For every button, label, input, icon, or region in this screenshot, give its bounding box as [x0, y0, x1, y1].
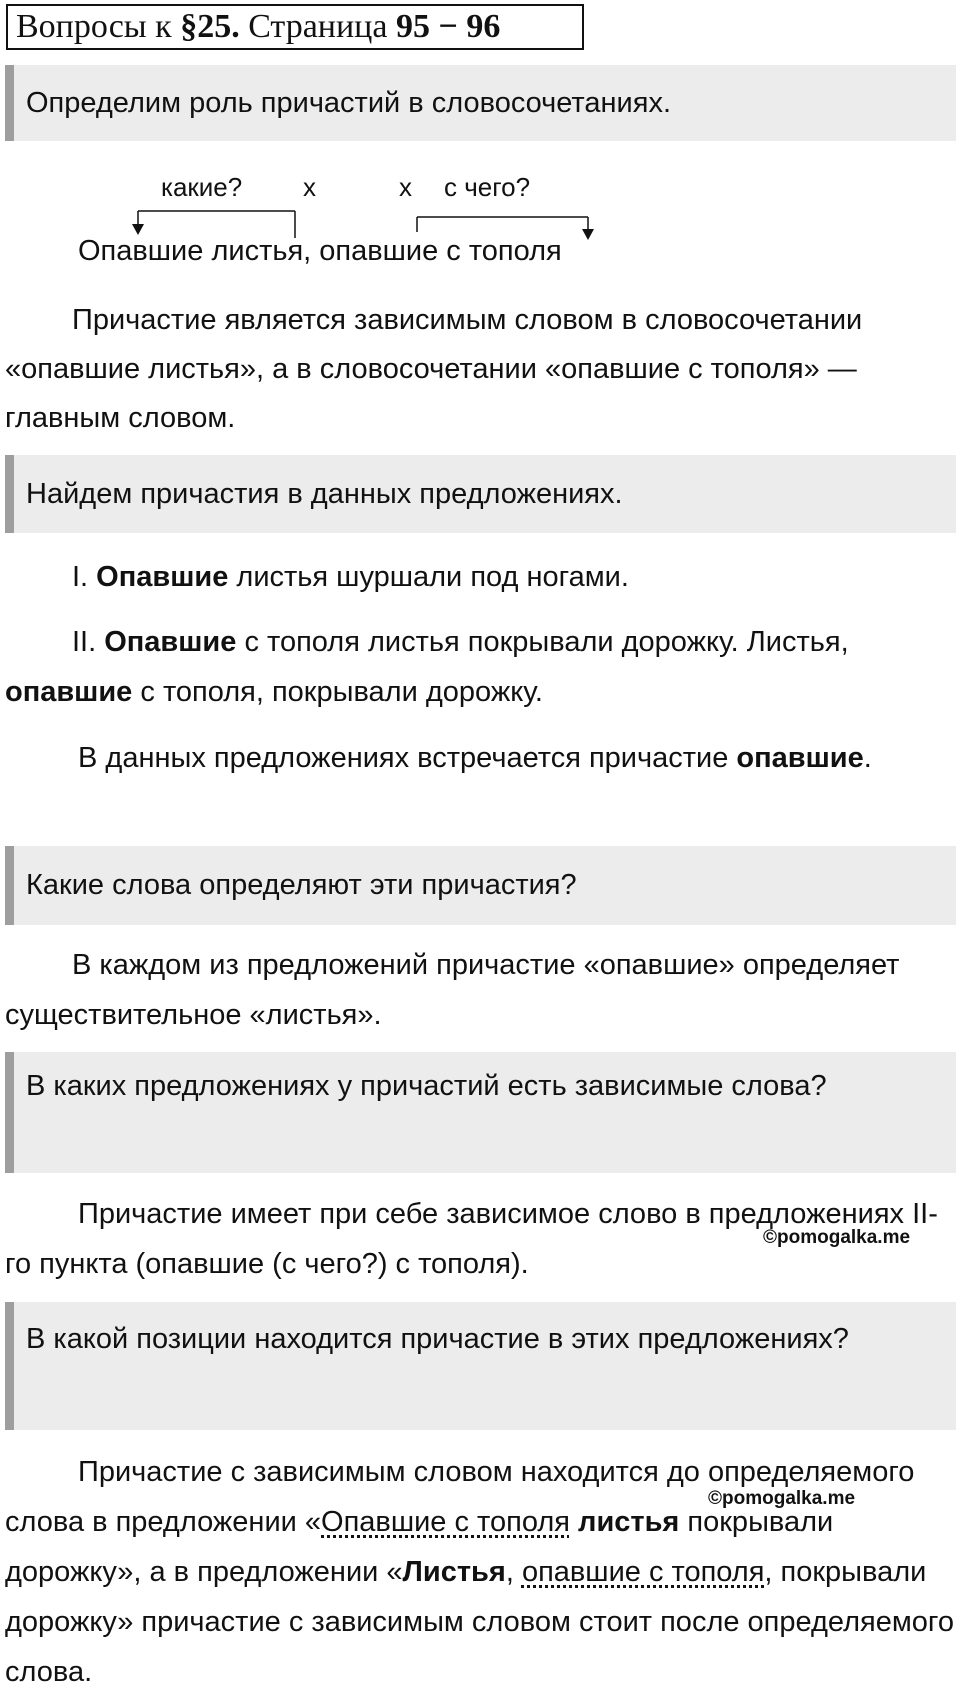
answer-4: Причастие имеет при себе зависимое слово в предложениях II-го пункта (опавшие (с чего?) с тополя).: [5, 1198, 938, 1280]
answer-5-bold-1: листья: [578, 1506, 680, 1538]
sentence-2-num: II.: [72, 626, 105, 658]
header-prefix: Вопросы к: [16, 8, 181, 45]
answer-2-participle: опавшие: [736, 742, 864, 774]
sentence-2-participle: Опавшие: [104, 626, 237, 658]
watermark-1: ©pomogalka.me: [763, 1227, 911, 1248]
question-3-text: Какие слова определяют эти причастия?: [26, 869, 577, 901]
answer-2: [5, 733, 955, 783]
watermark-2: ©pomogalka.me: [708, 1488, 856, 1509]
header-section: §25.: [180, 8, 240, 45]
question-5-text: В какой позиции находится причастие в этих предложениях?: [26, 1323, 849, 1355]
sentence-1-num: I.: [72, 561, 97, 593]
header-pages: 95 − 96: [395, 8, 501, 45]
sentence-2-rest: с тополя листья покрывали дорожку.: [236, 626, 739, 658]
diagram-arrows: [0, 0, 960, 260]
answer-5-part3: ,: [505, 1556, 522, 1588]
question-4-text: В каких предложениях у причастий есть зависимые слова?: [26, 1070, 827, 1102]
question-4: [5, 1052, 956, 1173]
answer-3: В каждом из предложений причастие «опавшие» определяет существительное «листья».: [5, 949, 900, 1031]
sentence-3-rest: с тополя, покрывали дорожку.: [132, 676, 543, 708]
question-1-text: Определим роль причастий в словосочетаниях.: [26, 87, 671, 119]
sentence-1-participle: Опавшие: [96, 561, 229, 593]
answer-5-part4: , покрывали дорожку» причастие с зависимым словом стоит после определяемого слова.: [5, 1556, 954, 1688]
answer-2-start: В данных предложениях встречается причастие: [78, 742, 737, 774]
answer-1: Причастие является зависимым словом в словосочетании «опавшие листья», а в словосочетании «опавшие с тополя» — главным словом.: [5, 304, 863, 434]
answer-5-part2: покрывали дорожку», а в предложении «: [5, 1506, 834, 1588]
answer-2-end: .: [863, 742, 872, 774]
question-3: [5, 846, 956, 925]
question-2-text: Найдем причастия в данных предложениях.: [26, 478, 623, 510]
question-5: [5, 1302, 956, 1430]
question-2: [5, 455, 956, 533]
diagram-label-left: какие?: [161, 172, 243, 202]
diagram-phrase: Опавшие листья, опавшие с тополя: [78, 235, 562, 267]
answer-5-part1: Причастие с зависимым словом находится до определяемого слова в предложении «: [5, 1456, 915, 1538]
header-page-label: Страница: [239, 8, 396, 45]
answer-5-underlined-1: Опавшие с тополя: [321, 1506, 570, 1538]
diagram-x-right: х: [399, 172, 412, 202]
sentence-3-participle: опавшие: [5, 676, 133, 708]
sentence-2: [5, 617, 955, 717]
sentence-1-rest: листья шуршали под ногами.: [228, 561, 629, 593]
sentence-1: [5, 552, 955, 602]
answer-5-bold-2: Листья: [402, 1556, 506, 1588]
answer-5: [5, 1447, 955, 1697]
diagram-x-left: х: [303, 172, 316, 202]
diagram-label-right: с чего?: [444, 172, 531, 202]
sentence-3-start: Листья,: [746, 626, 849, 658]
answer-5-underlined-2: опавшие с тополя: [521, 1556, 765, 1588]
